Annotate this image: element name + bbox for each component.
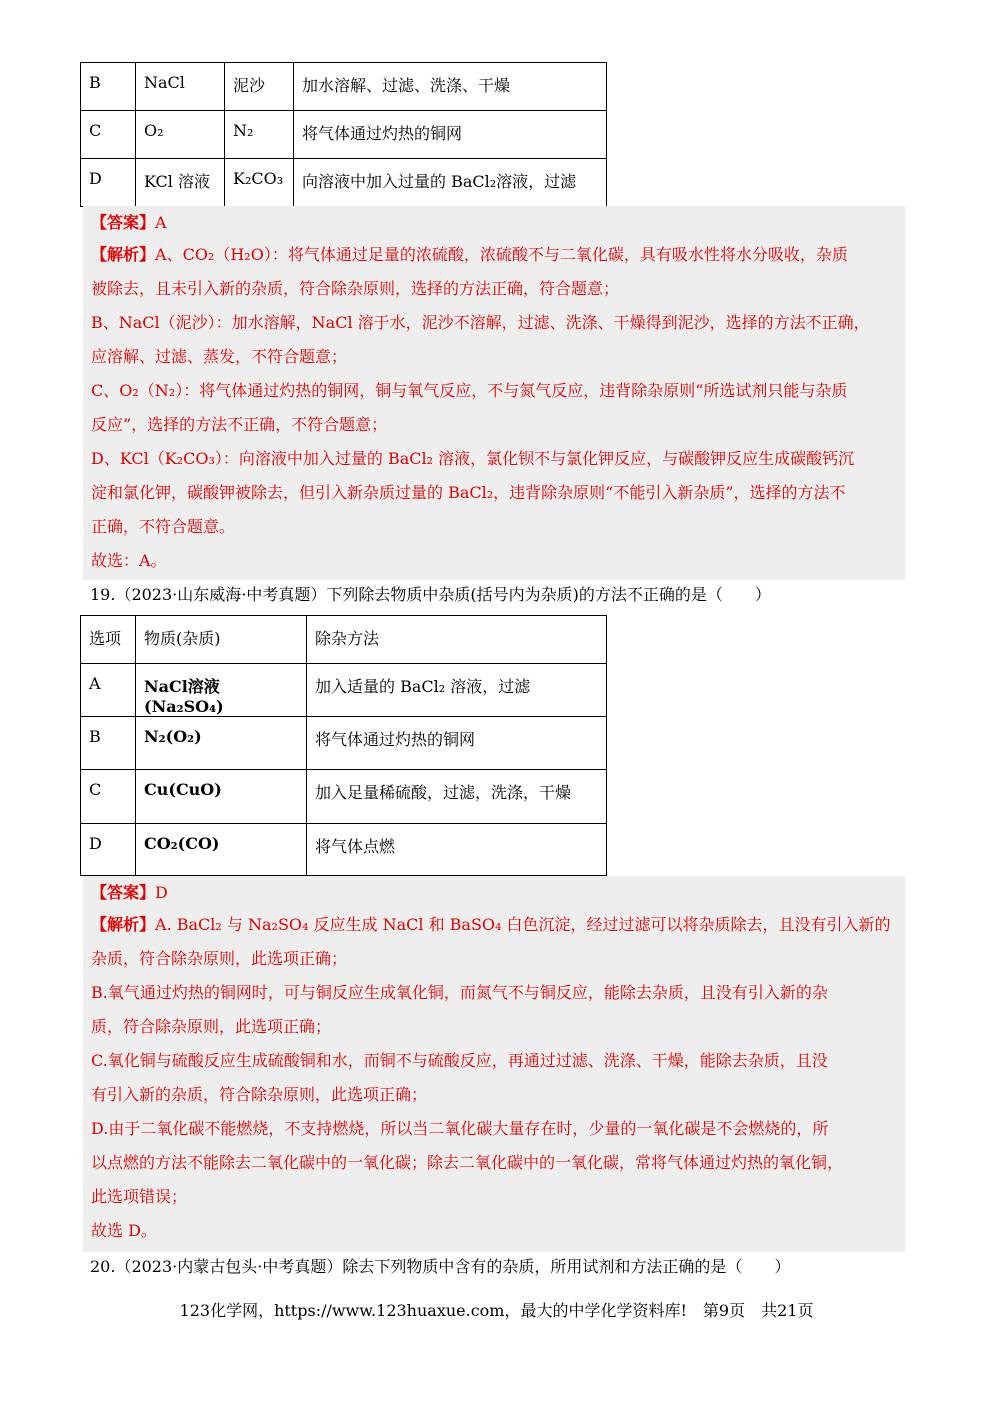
substance-cell bbox=[136, 717, 307, 770]
analysis-text: B.氧气通过灼热的铜网时，可与铜反应生成氧化铜，而氮气不与铜反应，能除去杂质，且没有引入新的杂 bbox=[91, 983, 828, 1002]
answer-block-18 bbox=[83, 206, 905, 580]
header-cell bbox=[307, 616, 607, 664]
method-text: 加入足量稀硫酸，过滤，洗涤，干燥 bbox=[315, 783, 572, 802]
analysis-text: 正确，不符合题意。 bbox=[91, 517, 236, 536]
substance-text: KCl 溶液 bbox=[144, 172, 210, 191]
option-label: B bbox=[89, 73, 101, 92]
header-method: 除杂方法 bbox=[315, 629, 380, 648]
header-cell bbox=[136, 616, 307, 664]
method-cell bbox=[294, 63, 607, 111]
substance-text: Cu(CuO) bbox=[144, 780, 222, 799]
question18-table bbox=[80, 62, 607, 207]
question19-table bbox=[80, 615, 607, 876]
answer-value: D bbox=[155, 883, 168, 902]
analysis-line bbox=[91, 310, 901, 333]
analysis-text: 杂质，符合除杂原则，此选项正确； bbox=[91, 949, 348, 968]
method-text: 将气体点燃 bbox=[315, 837, 396, 856]
analysis-text: B、NaCl（泥沙）：加水溶解，NaCl 溶于水，泥沙不溶解，过滤、洗涤、干燥得到泥沙，选择的方法不正确， bbox=[91, 313, 870, 332]
analysis-text: A、CO₂（H₂O）：将气体通过足量的浓硫酸，浓硫酸不与二氧化碳，具有吸水性将水分吸收，杂质 bbox=[155, 245, 848, 264]
method-cell bbox=[307, 824, 607, 876]
header-cell bbox=[81, 616, 136, 664]
analysis-line bbox=[91, 446, 901, 469]
option-cell bbox=[81, 63, 136, 111]
method-text: 向溶液中加入过量的 BaCl₂溶液，过滤 bbox=[302, 172, 577, 191]
substance-text: NaCl bbox=[144, 73, 185, 92]
impurity-text: N₂ bbox=[233, 121, 254, 140]
substance-cell bbox=[136, 159, 225, 207]
analysis-text: 以点燃的方法不能除去二氧化碳中的一氧化碳；除去二氧化碳中的一氧化碳，常将气体通过灼热的氧化铜， bbox=[91, 1153, 844, 1172]
option-cell bbox=[81, 824, 136, 876]
impurity-text: 泥沙 bbox=[233, 76, 266, 95]
analysis-text: 质，符合除杂原则，此选项正确； bbox=[91, 1017, 332, 1036]
analysis-text: 有引入新的杂质，符合除杂原则，此选项正确； bbox=[91, 1085, 428, 1104]
analysis-text: 此选项错误； bbox=[91, 1187, 188, 1206]
analysis-line bbox=[91, 980, 901, 1003]
option-cell bbox=[81, 111, 136, 159]
substance-text: CO₂(CO) bbox=[144, 834, 220, 853]
substance-cell bbox=[136, 824, 307, 876]
analysis-text: D.由于二氧化碳不能燃烧，不支持燃烧，所以当二氧化碳大量存在时，少量的一氧化碳是不会燃烧的，所 bbox=[91, 1119, 829, 1138]
substance-cell bbox=[136, 664, 307, 717]
method-cell bbox=[307, 770, 607, 824]
impurity-cell bbox=[225, 159, 294, 207]
method-text: 加水溶解、过滤、洗涤、干燥 bbox=[302, 76, 511, 95]
substance-text: O₂ bbox=[144, 121, 164, 140]
analysis-tag: 【解析】 bbox=[91, 915, 156, 934]
substance-text: N₂(O₂) bbox=[144, 727, 202, 746]
page-footer: 123化学网，https://www.123huaxue.com，最大的中学化学资料库! 第9页 共21页 bbox=[179, 1301, 814, 1320]
analysis-text: A. BaCl₂ 与 Na₂SO₄ 反应生成 NaCl 和 BaSO₄ 白色沉淀，经过过滤可以将杂质除去，且没有引入新的 bbox=[155, 915, 891, 934]
answer-tag: 【答案】 bbox=[91, 883, 156, 902]
impurity-cell bbox=[225, 63, 294, 111]
option-cell bbox=[81, 664, 136, 717]
option-label: A bbox=[89, 674, 101, 693]
option-label: B bbox=[89, 727, 101, 746]
analysis-line bbox=[91, 1116, 901, 1139]
analysis-line bbox=[91, 1150, 901, 1173]
analysis-text: C.氧化铜与硫酸反应生成硫酸铜和水，而铜不与硫酸反应，再通过过滤、洗涤、干燥，能除去杂质，且没 bbox=[91, 1051, 828, 1070]
option-cell bbox=[81, 770, 136, 824]
option-label: C bbox=[89, 121, 102, 140]
option-label: D bbox=[89, 834, 102, 853]
substance-cell bbox=[136, 111, 225, 159]
answer-block-19 bbox=[83, 876, 905, 1252]
substance-cell bbox=[136, 63, 225, 111]
method-text: 加入适量的 BaCl₂ 溶液，过滤 bbox=[315, 677, 531, 696]
option-label: D bbox=[89, 169, 102, 188]
analysis-text: 反应”，选择的方法不正确，不符合题意； bbox=[91, 415, 388, 434]
option-cell bbox=[81, 717, 136, 770]
analysis-line bbox=[91, 912, 901, 935]
header-option: 选项 bbox=[89, 629, 122, 648]
impurity-cell bbox=[225, 111, 294, 159]
answer-value: A bbox=[155, 213, 167, 232]
header-substance: 物质(杂质) bbox=[144, 629, 221, 648]
method-cell bbox=[294, 111, 607, 159]
analysis-line bbox=[91, 480, 901, 503]
substance-cell bbox=[136, 770, 307, 824]
method-cell bbox=[307, 664, 607, 717]
answer-line bbox=[91, 210, 167, 233]
method-text: 将气体通过灼热的铜网 bbox=[302, 124, 463, 143]
answer-line bbox=[91, 880, 168, 903]
analysis-text: C、O₂（N₂）：将气体通过灼热的铜网，铜与氧气反应，不与氮气反应，违背除杂原则“所选试剂只能与杂质 bbox=[91, 381, 848, 400]
impurity-text: K₂CO₃ bbox=[233, 169, 284, 188]
analysis-text: 故选：A。 bbox=[91, 551, 167, 570]
method-text: 将气体通过灼热的铜网 bbox=[315, 730, 476, 749]
analysis-tag: 【解析】 bbox=[91, 245, 156, 264]
analysis-text: D、KCl（K₂CO₃）：向溶液中加入过量的 BaCl₂ 溶液，氯化钡不与氯化钾反应，与碳酸钾反应生成碳酸钙沉 bbox=[91, 449, 855, 468]
analysis-text: 故选 D。 bbox=[91, 1221, 157, 1240]
analysis-text: 被除去，且未引入新的杂质，符合除杂原则，选择的方法正确，符合题意； bbox=[91, 279, 620, 298]
analysis-line bbox=[91, 242, 901, 265]
option-label: C bbox=[89, 780, 102, 799]
analysis-text: 淀和氯化钾，碳酸钾被除去，但引入新杂质过量的 BaCl₂，违背除杂原则“不能引入新杂质”，选择的方法不 bbox=[91, 483, 846, 502]
analysis-line bbox=[91, 1048, 901, 1071]
method-cell bbox=[294, 159, 607, 207]
option-cell bbox=[81, 159, 136, 207]
answer-tag: 【答案】 bbox=[91, 213, 156, 232]
analysis-text: 应溶解、过滤、蒸发，不符合题意； bbox=[91, 347, 348, 366]
analysis-line bbox=[91, 378, 901, 401]
question-19: 19.（2023·山东威海·中考真题）下列除去物质中杂质(括号内为杂质)的方法不正确的是（ ） bbox=[90, 585, 771, 604]
question-20: 20.（2023·内蒙古包头·中考真题）除去下列物质中含有的杂质，所用试剂和方法正确的是（ ） bbox=[90, 1257, 791, 1276]
substance-text: NaCl溶液(Na₂SO₄) bbox=[144, 677, 224, 716]
method-cell bbox=[307, 717, 607, 770]
